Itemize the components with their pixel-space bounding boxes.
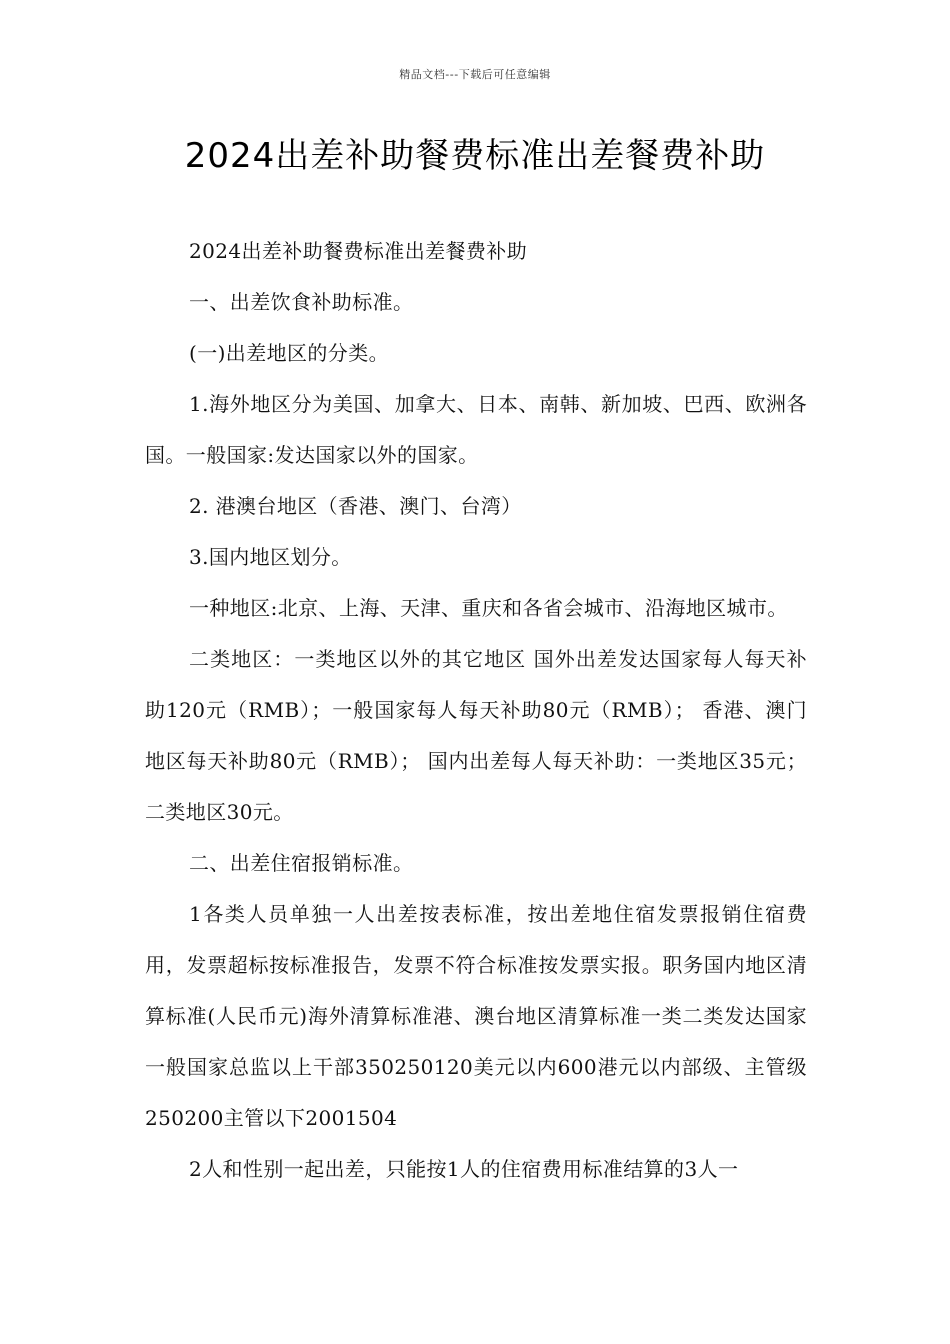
- paragraph-hk-macau-taiwan: 2. 港澳台地区（香港、澳门、台湾）: [189, 494, 522, 518]
- paragraph-class-one-regions: 一种地区:北京、上海、天津、重庆和各省会城市、沿海地区城市。: [189, 596, 788, 620]
- paragraph-section-1-heading: 一、出差饮食补助标准。: [189, 290, 414, 314]
- document-title: 2024出差补助餐费标准出差餐费补助: [184, 136, 766, 176]
- paragraph-section-2-heading: 二、出差住宿报销标准。: [189, 851, 414, 875]
- paragraph-subtitle: 2024出差补助餐费标准出差餐费补助: [189, 239, 528, 263]
- paragraph-domestic-regions: 3.国内地区划分。: [189, 545, 352, 569]
- paragraph-overseas-regions: 1.海外地区分为美国、加拿大、日本、南韩、新加坡、巴西、欧洲各国。一般国家:发达国家以外的国家。: [145, 392, 807, 467]
- paragraph-shared-lodging: 2人和性别一起出差，只能按1人的住宿费用标准结算的3人一: [189, 1157, 739, 1181]
- document-body: [145, 226, 807, 1195]
- paragraph-lodging-standards: 1各类人员单独一人出差按表标准，按出差地住宿发票报销住宿费用，发票超标按标准报告，发票不符合标准按发票实报。职务国内地区清算标准(人民币元)海外清算标准港、澳台地区清算标准一类二类发达国家一般国家总监以上干部350250120美元以内600港元以内部级、主管级250200主管以下2001504: [145, 902, 807, 1130]
- paragraph-allowance-amounts: 二类地区：一类地区以外的其它地区 国外出差发达国家每人每天补助120元（RMB）；一般国家每人每天补助80元（RMB）； 香港、澳门地区每天补助80元（RMB）； 国内出差每人每天补助：一类地区35元；二类地区30元。: [145, 647, 807, 824]
- paragraph-subsection-heading: (一)出差地区的分类。: [189, 341, 390, 365]
- header-note: 精品文档---下载后可任意编辑: [399, 68, 551, 81]
